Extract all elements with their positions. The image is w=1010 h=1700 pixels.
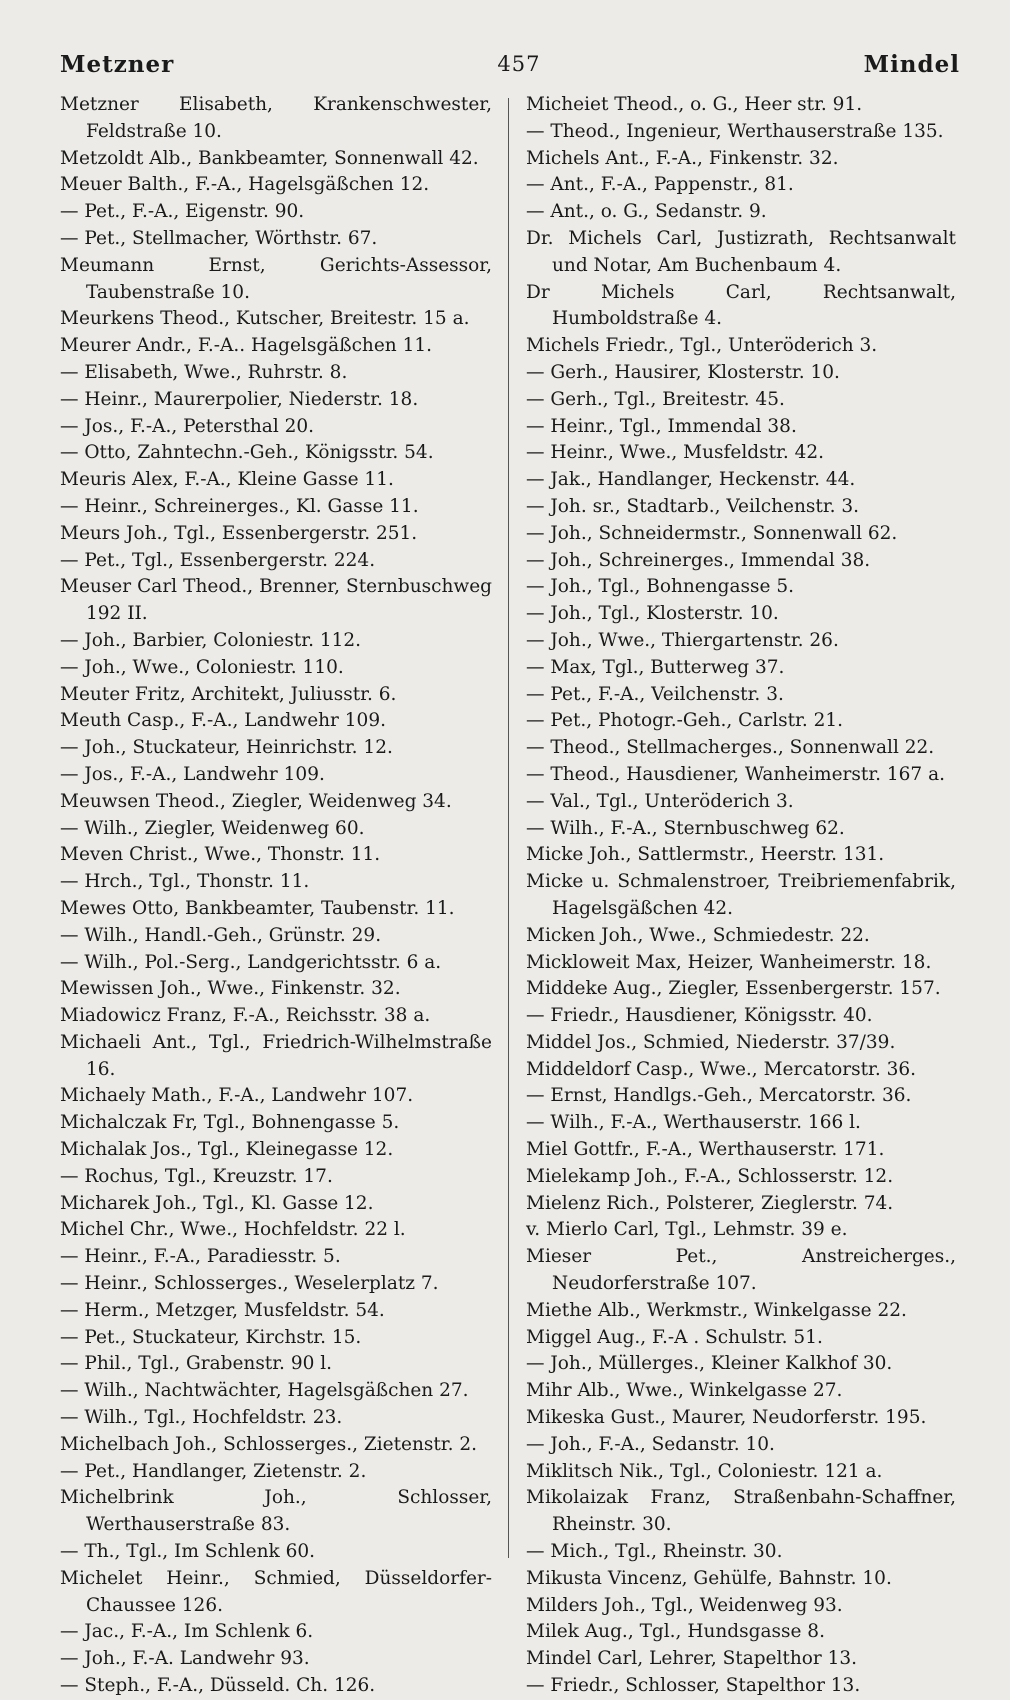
directory-entry: — Heinr., Maurerpolier, Niederstr. 18.: [60, 388, 419, 410]
directory-entry: — Phil., Tgl., Grabenstr. 90 l.: [60, 1353, 333, 1375]
page-number: 457: [497, 52, 541, 76]
directory-entry: — Friedr., Hausdiener, Königsstr. 40.: [526, 1005, 873, 1027]
directory-entry: Meuer Balth., F.-A., Hagelsgäßchen 12.: [60, 174, 430, 196]
directory-entry: — Heinr., Schlosserges., Weselerplatz 7.: [60, 1273, 439, 1295]
directory-entry: Miklitsch Nik., Tgl., Coloniestr. 121 a.: [526, 1460, 883, 1482]
directory-entry: Meuwsen Theod., Ziegler, Weidenweg 34.: [60, 790, 452, 812]
directory-entry: Mihr Alb., Wwe., Winkelgasse 27.: [526, 1380, 843, 1402]
directory-entry: — Wilh., Nachtwächter, Hagelsgäßchen 27.: [60, 1380, 469, 1402]
directory-entry: Michels Friedr., Tgl., Unteröderich 3.: [526, 335, 878, 357]
directory-entry: Micke u. Schmalenstroer, Treibriemenfabrik, Hagelsgäßchen 42.: [526, 871, 956, 919]
directory-entry: Middeke Aug., Ziegler, Essenbergerstr. 157.: [526, 978, 941, 1000]
directory-entry: Meuris Alex, F.-A., Kleine Gasse 11.: [60, 469, 394, 491]
directory-entry: — Wilh., F.-A., Werthauserstr. 166 l.: [526, 1112, 861, 1134]
directory-entry: — Joh., Schneidermstr., Sonnenwall 62.: [526, 522, 898, 544]
directory-entry: — Pet., F.-A., Eigenstr. 90.: [60, 201, 305, 223]
directory-entry: Michaeli Ant., Tgl., Friedrich-Wilhelmstraße 16.: [60, 1031, 492, 1080]
directory-entry: — Wilh., Ziegler, Weidenweg 60.: [60, 817, 365, 839]
directory-entry: — Ant., o. G., Sedanstr. 9.: [526, 201, 767, 223]
directory-entry: Mielekamp Joh., F.-A., Schlosserstr. 12.: [526, 1165, 894, 1187]
directory-entry: Michels Ant., F.-A., Finkenstr. 32.: [526, 147, 839, 169]
directory-entry: Dr. Michels Carl, Justizrath, Rechtsanwalt und Notar, Am Buchenbaum 4.: [526, 227, 956, 276]
directory-entry: Micke Joh., Sattlermstr., Heerstr. 131.: [526, 844, 885, 866]
directory-entry: Mindel Carl, Lehrer, Stapelthor 13.: [526, 1648, 858, 1670]
directory-entry: — Gerh., Hausirer, Klosterstr. 10.: [526, 361, 840, 383]
directory-entry: — Ernst, Handlgs.-Geh., Mercatorstr. 36.: [526, 1085, 912, 1107]
directory-entry: — Wilh., Tgl., Hochfeldstr. 23.: [60, 1407, 343, 1429]
page-header: [60, 44, 960, 84]
directory-entry: — Joh., Tgl., Klosterstr. 10.: [526, 603, 779, 625]
directory-entry: — Pet., F.-A., Veilchenstr. 3.: [526, 683, 784, 705]
directory-entry: — Hrch., Tgl., Thonstr. 11.: [60, 871, 310, 893]
directory-entry: Meuth Casp., F.-A., Landwehr 109.: [60, 710, 386, 732]
directory-entry: Micken Joh., Wwe., Schmiedestr. 22.: [526, 924, 870, 946]
header-right-keyword: Mindel: [863, 50, 960, 78]
directory-entry: Miethe Alb., Werkmstr., Winkelgasse 22.: [526, 1299, 907, 1321]
directory-entry: — Max, Tgl., Butterweg 37.: [526, 656, 785, 678]
directory-entry: — Joh., Tgl., Bohnengasse 5.: [526, 576, 794, 598]
directory-entry: — Joh., Wwe., Coloniestr. 110.: [60, 656, 344, 678]
directory-entry: Mickloweit Max, Heizer, Wanheimerstr. 18.: [526, 951, 932, 973]
header-left-keyword: Metzner: [60, 50, 175, 78]
directory-entry: — Joh., Barbier, Coloniestr. 112.: [60, 629, 362, 651]
directory-entry: — Joh. sr., Stadtarb., Veilchenstr. 3.: [526, 495, 860, 517]
directory-entry: Meuser Carl Theod., Brenner, Sternbuschweg 192 II.: [60, 576, 492, 625]
directory-entry: — Theod., Stellmacherges., Sonnenwall 22.: [526, 737, 935, 759]
directory-entry: — Theod., Ingenieur, Werthauserstraße 135.: [526, 120, 944, 142]
directory-entry: Meurer Andr., F.-A.. Hagelsgäßchen 11.: [60, 335, 433, 357]
directory-entry: Meurkens Theod., Kutscher, Breitestr. 15 a.: [60, 308, 470, 330]
directory-entry: Miggel Aug., F.-A . Schulstr. 51.: [526, 1326, 823, 1348]
directory-entry: Micharek Joh., Tgl., Kl. Gasse 12.: [60, 1192, 374, 1214]
directory-entry: — Heinr., Wwe., Musfeldstr. 42.: [526, 442, 825, 464]
directory-entry: Metzoldt Alb., Bankbeamter, Sonnenwall 42.: [60, 147, 479, 169]
directory-entry: Micheiet Theod., o. G., Heer str. 91.: [526, 94, 863, 115]
directory-entry: — Otto, Zahntechn.-Geh., Königsstr. 54.: [60, 442, 434, 464]
directory-entry: — Pet., Tgl., Essenbergerstr. 224.: [60, 549, 376, 571]
directory-entry: Milek Aug., Tgl., Hundsgasse 8.: [526, 1621, 825, 1643]
directory-entry: — Wilh., Pol.-Serg., Landgerichtsstr. 6 a.: [60, 951, 442, 973]
directory-entry: — Theod., Hausdiener, Wanheimerstr. 167 a.: [526, 763, 945, 785]
right-column: [526, 92, 956, 1700]
directory-entry: Mielenz Rich., Polsterer, Zieglerstr. 74.: [526, 1192, 894, 1214]
directory-entry: Michelet Heinr., Schmied, Düsseldorfer-Chaussee 126.: [60, 1567, 492, 1616]
directory-entry: — Val., Tgl., Unteröderich 3.: [526, 790, 794, 812]
directory-entry: Mikeska Gust., Maurer, Neudorferstr. 195.: [526, 1407, 927, 1429]
directory-entry: — Mich., Tgl., Rheinstr. 30.: [526, 1541, 783, 1563]
directory-entry: — Steph., F.-A., Düsseld. Ch. 126.: [60, 1675, 376, 1697]
directory-entry: Michelbach Joh., Schlosserges., Zietenstr. 2.: [60, 1433, 478, 1455]
directory-entry: Metzner Elisabeth, Krankenschwester, Feldstraße 10.: [60, 94, 492, 142]
directory-entry: Meumann Ernst, Gerichts-Assessor, Taubenstraße 10.: [60, 254, 492, 303]
directory-entry: — Joh., F.-A. Landwehr 93.: [60, 1648, 310, 1670]
directory-entry: — Jos., F.-A., Petersthal 20.: [60, 415, 315, 437]
directory-entry: — Heinr., Tgl., Immendal 38.: [526, 415, 797, 437]
directory-entry: — Joh., F.-A., Sedanstr. 10.: [526, 1433, 775, 1455]
directory-entry: — Elisabeth, Wwe., Ruhrstr. 8.: [60, 361, 348, 383]
directory-entry: — Pet., Stellmacher, Wörthstr. 67.: [60, 227, 378, 249]
directory-entry: — Wilh., F.-A., Sternbuschweg 62.: [526, 817, 845, 839]
directory-entry: v. Mierlo Carl, Tgl., Lehmstr. 39 e.: [526, 1219, 848, 1241]
directory-entry: — Joh., Wwe., Thiergartenstr. 26.: [526, 629, 839, 651]
directory-entry: — Joh., Schreinerges., Immendal 38.: [526, 549, 871, 571]
directory-entry: Michalak Jos., Tgl., Kleinegasse 12.: [60, 1139, 394, 1161]
directory-entry: Mieser Pet., Anstreicherges., Neudorferstraße 107.: [526, 1246, 956, 1295]
directory-entry: Meven Christ., Wwe., Thonstr. 11.: [60, 844, 381, 866]
directory-entry: — Jos., F.-A., Landwehr 109.: [60, 763, 325, 785]
directory-entry: — Heinr., F.-A., Paradiesstr. 5.: [60, 1246, 341, 1268]
directory-entry: — Heinr., Schreinerges., Kl. Gasse 11.: [60, 495, 419, 517]
directory-entry: Michaely Math., F.-A., Landwehr 107.: [60, 1085, 414, 1107]
directory-entry: Milders Joh., Tgl., Weidenweg 93.: [526, 1594, 843, 1616]
directory-entry: Middeldorf Casp., Wwe., Mercatorstr. 36.: [526, 1058, 917, 1080]
directory-entry: Miel Gottfr., F.-A., Werthauserstr. 171.: [526, 1139, 885, 1161]
directory-entry: — Pet., Stuckateur, Kirchstr. 15.: [60, 1326, 362, 1348]
directory-entry: — Ant., F.-A., Pappenstr., 81.: [526, 174, 794, 196]
directory-entry: — Pet., Handlanger, Zietenstr. 2.: [60, 1460, 367, 1482]
directory-entry: Miadowicz Franz, F.-A., Reichsstr. 38 a.: [60, 1005, 431, 1027]
directory-entry: Meuter Fritz, Architekt, Juliusstr. 6.: [60, 683, 397, 705]
directory-entry: Dr Michels Carl, Rechtsanwalt, Humboldstraße 4.: [526, 281, 956, 330]
directory-entry: Mewes Otto, Bankbeamter, Taubenstr. 11.: [60, 897, 455, 919]
directory-entry: — Joh., Müllerges., Kleiner Kalkhof 30.: [526, 1353, 893, 1375]
directory-entry: — Jac., F.-A., Im Schlenk 6.: [60, 1621, 314, 1643]
directory-entry: — Rochus, Tgl., Kreuzstr. 17.: [60, 1165, 333, 1187]
directory-entry: — Jak., Handlanger, Heckenstr. 44.: [526, 469, 856, 491]
directory-entry: Meurs Joh., Tgl., Essenbergerstr. 251.: [60, 522, 418, 544]
directory-entry: — Gerh., Tgl., Breitestr. 45.: [526, 388, 785, 410]
directory-entry: Michalczak Fr, Tgl., Bohnengasse 5.: [60, 1112, 400, 1134]
column-divider: [508, 98, 509, 1558]
left-column: [60, 92, 492, 1700]
directory-entry: — Th., Tgl., Im Schlenk 60.: [60, 1541, 315, 1563]
directory-entry: Middel Jos., Schmied, Niederstr. 37/39.: [526, 1031, 896, 1053]
directory-entry: — Joh., Stuckateur, Heinrichstr. 12.: [60, 737, 393, 759]
directory-entry: Mewissen Joh., Wwe., Finkenstr. 32.: [60, 978, 401, 1000]
directory-entry: Mikolaizak Franz, Straßenbahn-Schaffner, Rheinstr. 30.: [526, 1487, 956, 1536]
directory-entry: — Friedr., Schlosser, Stapelthor 13.: [526, 1675, 861, 1697]
directory-entry: — Herm., Metzger, Musfeldstr. 54.: [60, 1299, 385, 1321]
directory-entry: — Pet., Photogr.-Geh., Carlstr. 21.: [526, 710, 844, 732]
directory-entry: Michel Chr., Wwe., Hochfeldstr. 22 l.: [60, 1219, 406, 1241]
directory-entry: — Wilh., Handl.-Geh., Grünstr. 29.: [60, 924, 382, 946]
directory-entry: Michelbrink Joh., Schlosser, Werthauserstraße 83.: [60, 1487, 492, 1536]
directory-entry: Mikusta Vincenz, Gehülfe, Bahnstr. 10.: [526, 1567, 892, 1589]
